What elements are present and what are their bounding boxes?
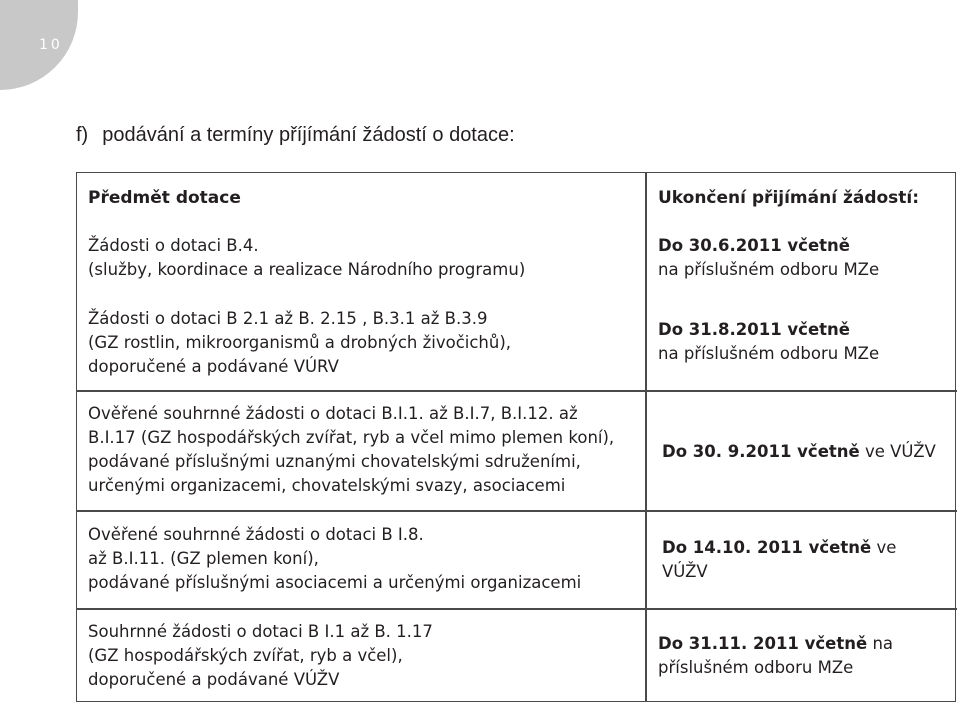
row-5-deadline-date: Do 31.11. 2011 včetně <box>658 634 868 653</box>
row-2-subject-line: doporučené a podávané VÚRV <box>88 357 339 376</box>
row-1-deadline-date: Do 30.6.2011 včetně <box>658 236 850 255</box>
row-4-deadline-office: VÚŽV <box>662 562 708 581</box>
row-3-deadline <box>662 440 936 464</box>
row-5-deadline <box>658 632 893 680</box>
row-1-subject-line: (služby, koordinace a realizace Národního programu) <box>88 260 526 279</box>
row-1-deadline <box>658 234 879 282</box>
row-4-subject-line: podávané příslušnými asociacemi a určenými organizacemi <box>88 573 582 592</box>
header-deadline: Ukončení přijímání žádostí: <box>658 188 920 208</box>
row-2-subject-line: (GZ rostlin, mikroorganismů a drobných živočichů), <box>88 333 512 352</box>
row-4-subject-line: Ověřené souhrnné žádosti o dotaci B I.8. <box>88 525 424 544</box>
row-1-deadline-office: na příslušném odboru MZe <box>658 260 880 279</box>
row-4-deadline-place: ve <box>871 538 897 557</box>
row-5-subject-line: doporučené a podávané VÚŽV <box>88 670 340 689</box>
section-marker: f) <box>76 124 89 146</box>
row-5-subject <box>88 620 433 692</box>
row-3-deadline-date: Do 30. 9.2011 včetně <box>662 442 860 461</box>
row-2-deadline-date: Do 31.8.2011 včetně <box>658 320 850 339</box>
row-separator <box>77 608 645 610</box>
row-4-deadline <box>662 536 896 584</box>
row-1-subject-line: Žádosti o dotaci B.4. <box>88 236 259 255</box>
row-separator <box>645 510 957 512</box>
row-5-subject-line: Souhrnné žádosti o dotaci B I.1 až B. 1.17 <box>88 622 433 641</box>
row-separator <box>77 510 645 512</box>
header-subject: Předmět dotace <box>88 188 241 208</box>
row-5-deadline-place: na <box>867 634 894 653</box>
row-3-subject-line: B.I.17 (GZ hospodářských zvířat, ryb a včel mimo plemen koní), <box>88 428 615 447</box>
row-4-deadline-date: Do 14.10. 2011 včetně <box>662 538 872 557</box>
row-5-deadline-office: příslušném odboru MZe <box>658 658 854 677</box>
page-number: 10 <box>39 37 63 53</box>
row-2-subject <box>88 307 511 379</box>
page-corner-tab <box>0 0 78 90</box>
row-separator <box>77 390 645 392</box>
row-3-subject <box>88 402 614 498</box>
row-1-subject <box>88 234 525 282</box>
section-heading <box>76 124 515 147</box>
column-divider <box>645 173 647 701</box>
row-3-subject-line: Ověřené souhrnné žádosti o dotaci B.I.1. až B.I.7, B.I.12. až <box>88 404 578 423</box>
row-3-deadline-place: ve VÚŽV <box>859 442 936 461</box>
subsidy-deadlines-table <box>76 172 956 702</box>
row-3-subject-line: podávané příslušnými uznanými chovatelskými sdruženími, <box>88 452 581 471</box>
row-3-subject-line: určenými organizacemi, chovatelskými svazy, asociacemi <box>88 476 566 495</box>
row-2-deadline <box>658 318 879 366</box>
row-5-subject-line: (GZ hospodářských zvířat, ryb a včel), <box>88 646 403 665</box>
row-4-subject <box>88 523 581 595</box>
section-heading-text: podávání a termíny příjímání žádostí o dotace: <box>102 124 515 146</box>
row-separator <box>645 608 957 610</box>
row-2-deadline-office: na příslušném odboru MZe <box>658 344 880 363</box>
row-4-subject-line: až B.I.11. (GZ plemen koní), <box>88 549 319 568</box>
row-separator <box>645 390 957 392</box>
row-2-subject-line: Žádosti o dotaci B 2.1 až B. 2.15 , B.3.1 až B.3.9 <box>88 309 488 328</box>
